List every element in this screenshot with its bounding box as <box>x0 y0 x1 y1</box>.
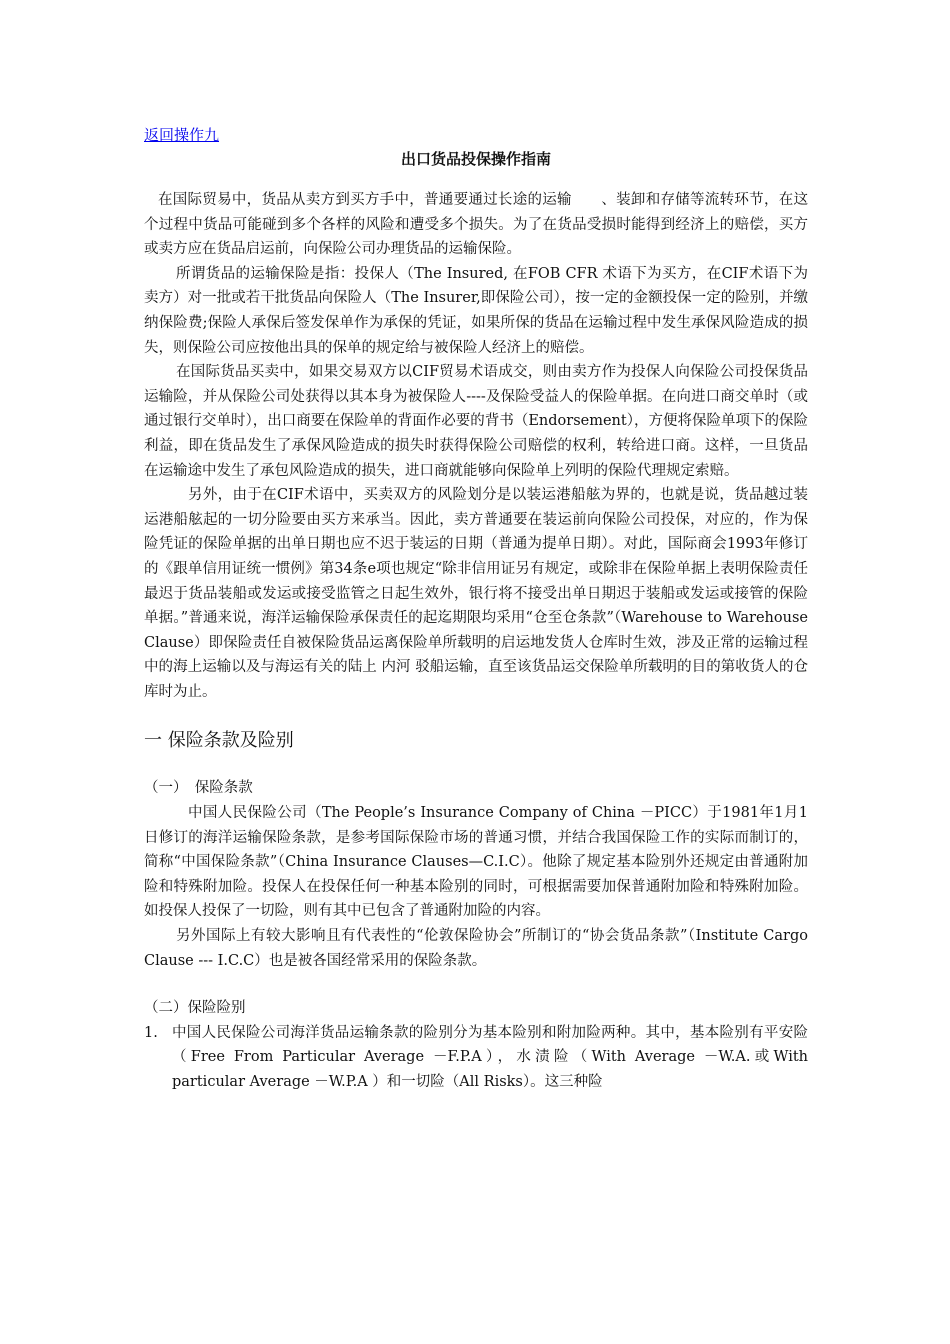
clauses-paragraph-1: 中国人民保险公司（The People’s Insurance Company of China －PICC）于1981年1月1日修订的海洋运输保险条款，是参考国际保险市场的普通习惯，并结合我国保险工作的实际而制订的，简称“中国保险条款”（China Insurance Clauses—C.I.C）。他除了规定基本险别外还规定由普通附加险和特殊附加险。投保人在投保任何一种基本险别的同时，可根据需要加保普通附加险和特殊附加险。如投保人投保了一切险，则有其中已包含了普通附加险的内容。 <box>144 805 808 920</box>
list-item-text: 中国人民保险公司海洋货品运输条款的险别分为基本险别和附加险两种。其中，基本险别有平安险（Free From Particular Average －F.P.A），水渍险（With Average －W.A.或With particular Average －W.P.A ）和一切险（All Risks）。这三种险 <box>172 1024 808 1090</box>
clauses-paragraph-2: 另外国际上有较大影响且有代表性的“伦敦保险协会”所制订的“协会货品条款”（Institute Cargo Clause --- I.C.C）也是被各国经常采用的保险条款。 <box>144 928 808 969</box>
intro-paragraph-4: 另外，由于在CIF术语中，买卖双方的风险划分是以装运港船舷为界的，也就是说，货品越过装运港船舷起的一切分险要由买方来承当。因此，卖方普通要在装运前向保险公司投保，对应的，作为保险凭证的保险单据的出单日期也应不迟于装运的日期（普通为提单日期）。对此，国际商会1993年修订的《跟单信用证统一惯例》第34条e项也规定“除非信用证另有规定，或除非在保险单据上表明保险责任最迟于货品装船或发运或接受监管之日起生效外，银行将不接受出单日期迟于装船或发运或接管的保险单据。”普通来说，海洋运输保险承保责任的起迄期限均采用“仓至仓条款”（Warehouse to Warehouse Clause）即保险责任自被保险货品运离保险单所载明的启运地发货人仓库时生效，涉及正常的运输过程中的海上运输以及与海运有关的陆上 内河 驳船运输，直至该货品运交保险单所载明的目的第收货人的仓库时为止。 <box>144 487 808 700</box>
subsection-heading-clauses: （一） 保险条款 <box>144 780 253 797</box>
list-item-number: 1. <box>144 1024 158 1041</box>
intro-paragraph-3: 在国际货品买卖中，如果交易双方以CIF贸易术语成交，则由卖方作为投保人向保险公司投保货品运输险，并从保险公司处获得以其本身为被保险人----及保险受益人的保险单据。在向进口商交单时（或通过银行交单时），出口商要在保险单的背面作必要的背书（Endorsement），方便将保险单项下的保险利益，即在货品发生了承保风险造成的损失时获得保险公司赔偿的权利，转给进口商。这样，一旦货品在运输途中发生了承包风险造成的损失，进口商就能够向保险单上列明的保险代理规定索赔。 <box>144 364 808 479</box>
subsection-heading-coverage: （二）保险险别 <box>144 1000 246 1017</box>
back-link[interactable]: 返回操作九 <box>144 126 220 144</box>
intro-paragraph-1: 在国际贸易中，货品从卖方到买方手中，普通要通过长途的运输 、装卸和存储等流转环节，在这个过程中货品可能碰到多个各样的风险和遭受多个损失。为了在货品受损时能得到经济上的赔偿，买方或卖方应在货品启运前，向保险公司办理货品的运输保险。 <box>144 192 808 258</box>
list-item <box>144 1021 808 1095</box>
section-heading: 一 保险条款及险别 <box>144 730 294 752</box>
document-title: 出口货品投保操作指南 <box>400 150 551 168</box>
document-page <box>144 124 808 1095</box>
intro-paragraph-2: 所谓货品的运输保险是指：投保人（The Insured, 在FOB CFR 术语下为买方，在CIF术语下为卖方）对一批或若干批货品向保险人（The Insurer,即保险公司），按一定的金额投保一定的险别，并缴纳保险费;保险人承保后签发保单作为承保的凭证，如果所保的货品在运输过程中发生承保风险造成的损失，则保险公司应按他出具的保单的规定给与被保险人经济上的赔偿。 <box>144 265 808 356</box>
